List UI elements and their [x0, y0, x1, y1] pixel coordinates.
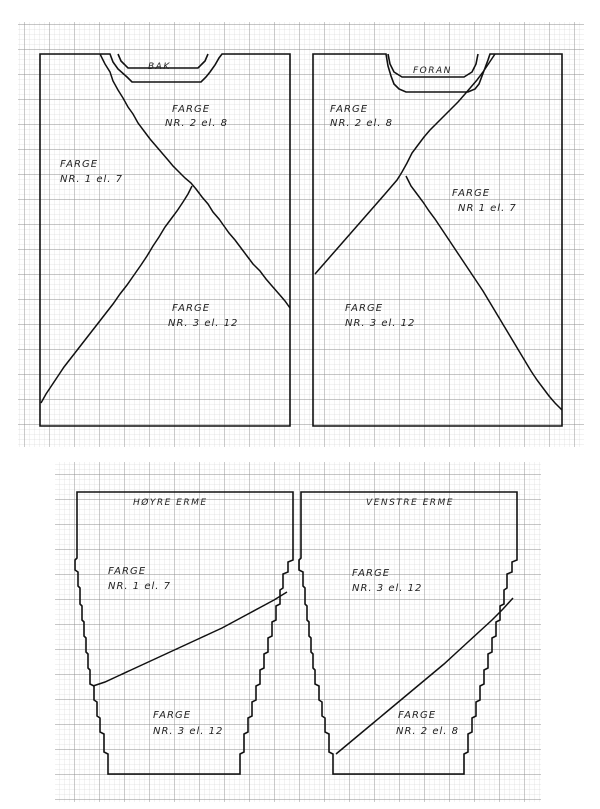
venstre-erme-top-label-2: NR. 3 el. 12: [352, 583, 423, 594]
foran-right-label-2: NR 1 el. 7: [458, 203, 517, 214]
foran-bottom-label-1: FARGE: [345, 303, 384, 314]
hoyre-erme-bottom-label-1: FARGE: [153, 710, 192, 721]
venstre-erme-top-label-1: FARGE: [352, 568, 391, 579]
graph-paper-top: [18, 22, 584, 447]
bak-left-label-2: NR. 1 el. 7: [60, 174, 123, 185]
bak-top-label-1: FARGE: [172, 104, 211, 115]
venstre-erme-bottom-label-1: FARGE: [398, 710, 437, 721]
bak-title: BAK: [148, 62, 171, 72]
foran-bottom-label-2: NR. 3 el. 12: [345, 318, 416, 329]
bak-left-label-1: FARGE: [60, 159, 99, 170]
foran-top-label-1: FARGE: [330, 104, 369, 115]
bak-top-label-2: NR. 2 el. 8: [165, 118, 228, 129]
hoyre-erme-title: HØYRE ERME: [133, 498, 208, 508]
foran-top-label-2: NR. 2 el. 8: [330, 118, 393, 129]
hoyre-erme-bottom-label-2: NR. 3 el. 12: [153, 726, 224, 737]
hoyre-erme-top-label-2: NR. 1 el. 7: [108, 581, 171, 592]
foran-right-label-1: FARGE: [452, 188, 491, 199]
bak-bottom-label-2: NR. 3 el. 12: [168, 318, 239, 329]
foran-title: FORAN: [413, 66, 452, 76]
bak-bottom-label-1: FARGE: [172, 303, 211, 314]
hoyre-erme-top-label-1: FARGE: [108, 566, 147, 577]
venstre-erme-bottom-label-2: NR. 2 el. 8: [396, 726, 459, 737]
venstre-erme-title: VENSTRE ERME: [366, 498, 454, 508]
